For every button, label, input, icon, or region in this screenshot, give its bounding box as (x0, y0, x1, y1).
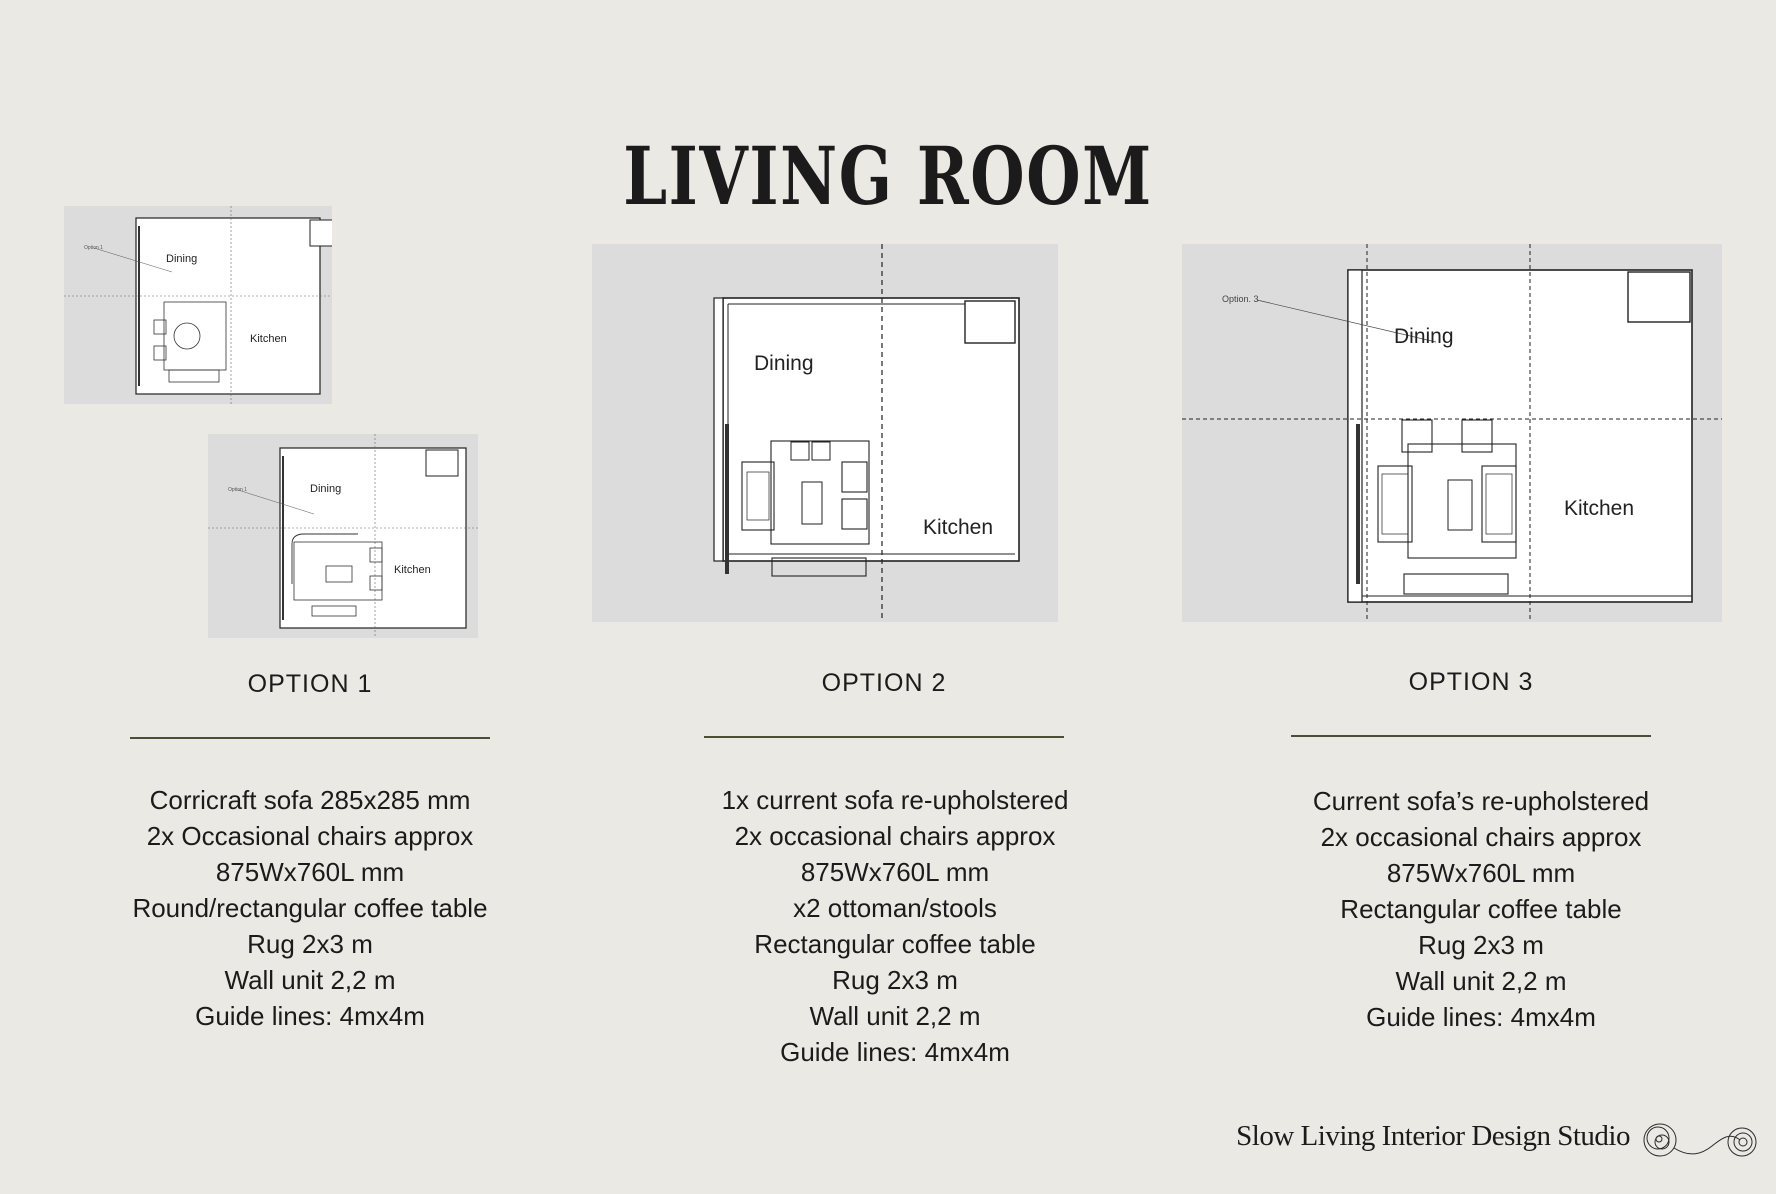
spec-item: Round/rectangular coffee table (132, 893, 488, 923)
spec-item: Wall unit 2,2 m (224, 965, 396, 995)
spec-item: Wall unit 2,2 m (1395, 966, 1567, 996)
spec-item: x2 ottoman/stools (793, 893, 997, 923)
spec-item: Rug 2x3 m (247, 929, 373, 959)
spec-item: Rectangular coffee table (754, 929, 1036, 959)
option-2-divider (704, 736, 1064, 738)
studio-name: Slow Living Interior Design Studio (1236, 1120, 1630, 1152)
studio-logo-icon (1640, 1118, 1760, 1164)
option-1-specs (80, 782, 540, 1034)
plan-label-dining: Dining (166, 253, 198, 265)
plan-option-tag: Option. 3 (1222, 294, 1259, 304)
spec-item: Guide lines: 4mx4m (780, 1037, 1010, 1067)
spec-item: Guide lines: 4mx4m (195, 1001, 425, 1031)
spec-item: Corricraft sofa 285x285 mm (149, 785, 471, 815)
option-1-divider (130, 737, 490, 739)
option-2-plan (592, 244, 1058, 622)
spec-item: 1x current sofa re-upholstered (721, 785, 1069, 815)
spec-item: Wall unit 2,2 m (809, 1001, 981, 1031)
plan-label-kitchen: Kitchen (250, 333, 287, 345)
plan-label-dining: Dining (754, 352, 814, 375)
option-3-specs (1251, 783, 1711, 1035)
page-title: LIVING ROOM (623, 128, 1153, 223)
option-3-plan (1182, 244, 1722, 622)
floor-plan-drawing (1182, 244, 1722, 622)
spec-item: 2x occasional chairs approx (734, 821, 1056, 851)
option-1-heading: OPTION 1 (247, 670, 373, 698)
option-3-divider (1291, 735, 1651, 737)
option-3-heading: OPTION 3 (1408, 668, 1534, 696)
plan-label-dining: Dining (310, 483, 342, 495)
plan-option-tag: Option 1 (228, 487, 247, 493)
spec-item: Guide lines: 4mx4m (1366, 1002, 1596, 1032)
spec-item: Rug 2x3 m (832, 965, 958, 995)
spec-item: 875Wx760L mm (800, 857, 990, 887)
floor-plan-drawing (592, 244, 1058, 622)
spec-item: 875Wx760L mm (215, 857, 405, 887)
plan-label-dining: Dining (1394, 325, 1454, 348)
spec-item: 2x Occasional chairs approx (146, 821, 474, 851)
option-2-heading: OPTION 2 (821, 669, 947, 697)
option-2-specs (665, 782, 1125, 1070)
spec-item: 875Wx760L mm (1386, 858, 1576, 888)
plan-option-tag: Option 1 (84, 245, 103, 251)
floor-plan-drawing (64, 206, 332, 404)
plan-label-kitchen: Kitchen (1564, 497, 1635, 520)
plan-label-kitchen: Kitchen (394, 564, 431, 576)
spec-item: Rectangular coffee table (1340, 894, 1622, 924)
floor-plan-drawing (208, 434, 478, 638)
spec-item: Rug 2x3 m (1418, 930, 1544, 960)
spec-item: Current sofa’s re-upholstered (1312, 786, 1650, 816)
option-1-plan-a (64, 206, 332, 404)
option-1-plan-b (208, 434, 478, 638)
plan-label-kitchen: Kitchen (923, 516, 994, 539)
spec-item: 2x occasional chairs approx (1320, 822, 1642, 852)
